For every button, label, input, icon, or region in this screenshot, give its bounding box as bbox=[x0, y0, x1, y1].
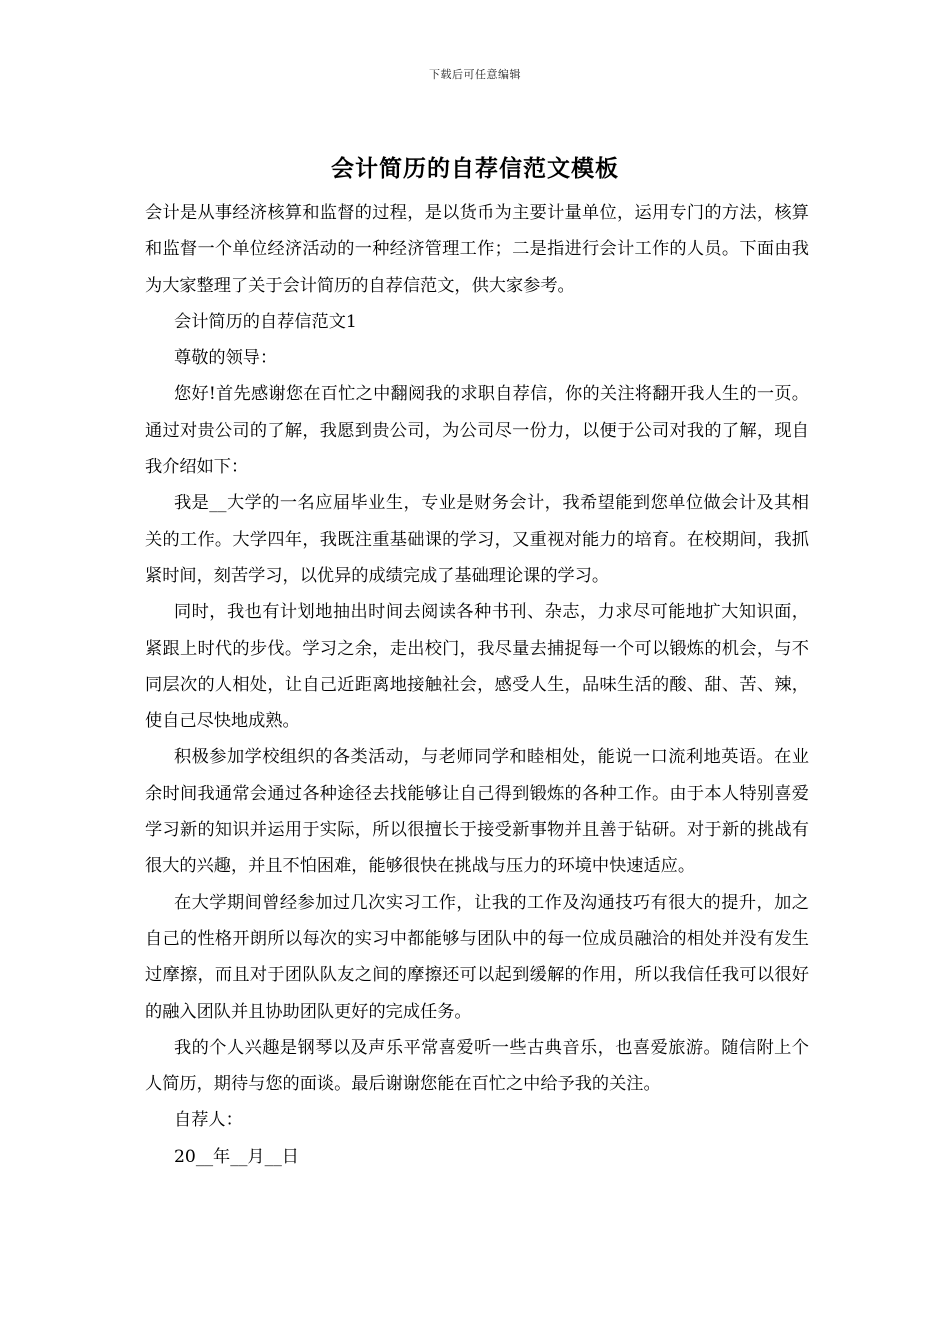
body-paragraph: 我的个人兴趣是钢琴以及声乐平常喜爱听一些古典音乐，也喜爱旅游。随信附上个人简历，期待与您的面谈。最后谢谢您能在百忙之中给予我的关注。 bbox=[145, 1037, 809, 1095]
document-body bbox=[145, 195, 809, 1175]
header-note: 下载后可任意编辑 bbox=[429, 68, 521, 81]
body-paragraph: 同时，我也有计划地抽出时间去阅读各种书刊、杂志，力求尽可能地扩大知识面，紧跟上时代的步伐。学习之余，走出校门，我尽量去捕捉每一个可以锻炼的机会，与不同层次的人相处，让自己近距离地接触社会，感受人生，品味生活的酸、甜、苦、辣，使自己尽快地成熟。 bbox=[145, 602, 809, 732]
body-paragraph: 在大学期间曾经参加过几次实习工作，让我的工作及沟通技巧有很大的提升，加之自己的性格开朗所以每次的实习中都能够与团队中的每一位成员融洽的相处并没有发生过摩擦，而且对于团队队友之间的摩擦还可以起到缓解的作用，所以我信任我可以很好的融入团队并且协助团队更好的完成任务。 bbox=[145, 892, 809, 1022]
salutation: 尊敬的领导： bbox=[174, 348, 278, 369]
body-paragraph: 您好!首先感谢您在百忙之中翻阅我的求职自荐信，你的关注将翻开我人生的一页。通过对贵公司的了解，我愿到贵公司，为公司尽一份力，以便于公司对我的了解，现自我介绍如下： bbox=[145, 384, 809, 478]
date-line: 20__年__月__日 bbox=[174, 1146, 299, 1167]
intro-paragraph: 会计是从事经济核算和监督的过程，是以货币为主要计量单位，运用专门的方法，核算和监督一个单位经济活动的一种经济管理工作；二是指进行会计工作的人员。下面由我为大家整理了关于会计简历的自荐信范文，供大家参考。 bbox=[145, 203, 809, 296]
letter-subtitle: 会计简历的自荐信范文1 bbox=[174, 311, 357, 332]
body-paragraph: 积极参加学校组织的各类活动，与老师同学和睦相处，能说一口流利地英语。在业余时间我通常会通过各种途径去找能够让自己得到锻炼的各种工作。由于本人特别喜爱学习新的知识并运用于实际，所以很擅长于接受新事物并且善于钻研。对于新的挑战有很大的兴趣，并且不怕困难，能够很快在挑战与压力的环境中快速适应。 bbox=[145, 747, 809, 877]
body-paragraph: 我是__大学的一名应届毕业生，专业是财务会计，我希望能到您单位做会计及其相关的工作。大学四年，我既注重基础课的学习，又重视对能力的培育。在校期间，我抓紧时间，刻苦学习，以优异的成绩完成了基础理论课的学习。 bbox=[145, 493, 809, 586]
signature-line: 自荐人： bbox=[174, 1110, 243, 1131]
document-title: 会计简历的自荐信范文模板 bbox=[331, 155, 619, 182]
